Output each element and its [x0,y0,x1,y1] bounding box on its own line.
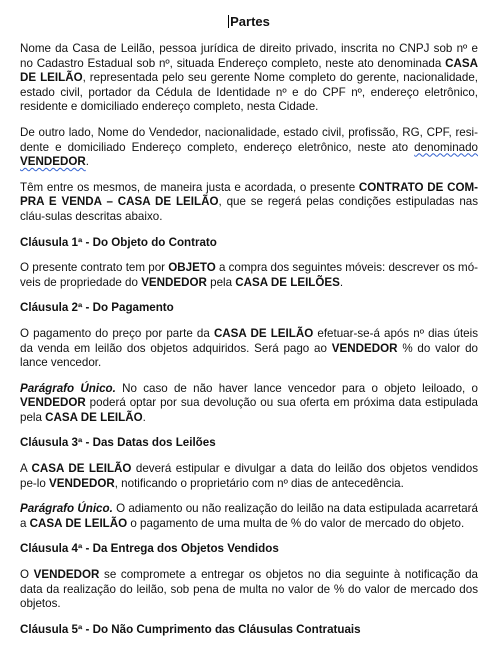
clause-1-heading: Cláusula 1ª - Do Objeto do Contrato [20,235,217,249]
clause-2-text: O pagamento do preço por parte da CASA DE LEILÃO efetuar-se-á após nº dias úteis da venda em leilão dos objetos adquiridos. Será pago ao VENDEDOR % do valor do lance vencedor. [20,326,478,370]
clause-2-heading: Cláusula 2ª - Do Pagamento [20,301,174,315]
paragraph-casa-de-leilao: Nome da Casa de Leilão, pessoa jurídica de direito privado, inscrita no CNPJ sob nº e no Cadastro Estadual sob nº, situada Endereço completo, neste ato denominada CASA DE LEILÃO, representada pelo seu gerente Nome completo do gerente, nacionalidade, estado civil, portador da Cédula de Identidade nº e do CPF nº, endereço eletrônico, residente e domiciliado endereço completo, nesta Cidade. [20,42,478,114]
document-page [20,0,478,648]
clause-5-heading: Cláusula 5ª - Do Não Cumprimento das Cláusulas Contratuais [20,622,361,636]
document-title: Partes [230,14,270,29]
clause-4-text: O VENDEDOR se compromete a entregar os objetos no dia seguinte à notificação da data da realização do leilão, sob pena de multa no valor de % do valor de mercado dos objetos. [20,568,478,611]
text-cursor [228,15,229,28]
clause-3-text: A CASA DE LEILÃO deverá estipular e divulgar a data do leilão dos objetos vendidos pe-lo VENDEDOR, notificando o proprietário com nº dias de antecedência. [20,462,478,490]
clause-4-heading: Cláusula 4ª - Da Entrega dos Objetos Vendidos [20,542,279,556]
clause-3-heading: Cláusula 3ª - Das Datas dos Leilões [20,436,216,450]
spellcheck-underline: denominado VENDEDOR [20,140,478,169]
paragraph-preamble: Têm entre os mesmos, de maneira justa e acordada, o presente CONTRATO DE COM-PRA E VENDA – CASA DE LEILÃO, que se regerá pelas condições estipuladas nas cláu-sulas descritas abaixo. [20,180,479,223]
clause-1-text: O presente contrato tem por OBJETO a compra dos seguintes móveis: descrever os mó-veis de propriedade do VENDEDOR pela CASA DE LEILÕES. [20,261,479,289]
clause-2-paragraph-unico: Parágrafo Único. No caso de não haver lance vencedor para o objeto leiloado, o VENDEDOR poderá optar por sua devolução ou sua oferta em próxima data estipulada pela CASA DE LEILÃO. [20,381,478,424]
paragraph-vendedor: De outro lado, Nome do Vendedor, nacionalidade, estado civil, profissão, RG, CPF, resi-dente e domiciliado Endereço completo, endereço eletrônico, neste ato denominado VENDEDOR. [20,125,478,169]
clause-3-paragraph-unico: Parágrafo Único. O adiamento ou não realização do leilão na data estipulada acarretará a CASA DE LEILÃO o pagamento de uma multa de % do valor de mercado do objeto. [20,502,478,530]
